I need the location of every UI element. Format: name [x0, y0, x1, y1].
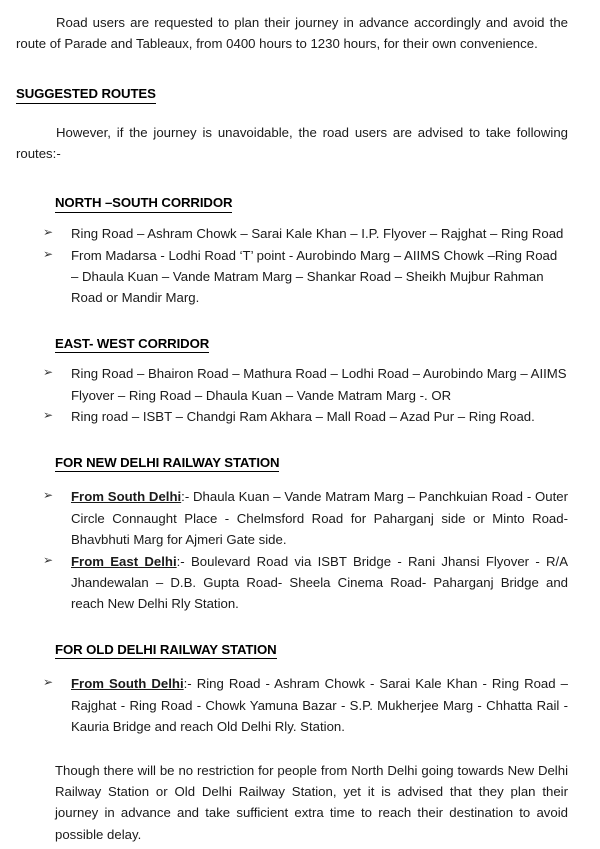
spacer — [16, 615, 568, 641]
route-text: Ring Road – Ashram Chowk – Sarai Kale Khan – I.P. Flyover – Rajghat – Ring Road — [71, 226, 564, 242]
suggested-routes-intro: However, if the journey is unavoidable, the road users are advised to take following routes:- — [16, 124, 568, 161]
closing-paragraph: Though there will be no restriction for people from North Delhi going towards New Delhi Railway Station or Old Delhi Railway Station, yet it is advised that they plan their journey in advance and take sufficient extra time to reach their destination to avoid possible delay. — [55, 762, 568, 842]
list-item — [32, 486, 568, 550]
spacer — [16, 164, 568, 194]
list-item — [32, 551, 568, 615]
spacer — [16, 659, 568, 673]
spacer — [16, 353, 568, 363]
route-origin-label: From East Delhi — [71, 553, 177, 569]
route-list-east-west — [16, 363, 568, 427]
list-item — [32, 223, 568, 244]
arrowhead-bullet-icon: ➢ — [43, 246, 54, 261]
section-heading-row-north-south — [55, 194, 568, 213]
section-heading-row-east-west — [55, 335, 568, 354]
route-text: Ring road – ISBT – Chandgi Ram Akhara – Mall Road – Azad Pur – Ring Road. — [71, 409, 535, 425]
spacer — [16, 213, 568, 223]
section-heading-row-old-delhi-station — [55, 641, 568, 660]
route-text: :- Boulevard Road via ISBT Bridge - Rani Jhansi Flyover - R/A Jhandewalan – D.B. Gupta Road- Sheela Cinema Road- Paharganj Bridge and reach New Delhi Rly Station. — [71, 553, 568, 612]
list-item — [32, 406, 568, 427]
route-text: From Madarsa - Lodhi Road ‘T’ point - Aurobindo Marg – AIIMS Chowk –Ring Road – Dhaula Kuan – Vande Matram Marg – Shankar Road – Sheikh Mujbur Rahman Road or Mandir Marg. — [71, 247, 558, 306]
arrowhead-bullet-icon: ➢ — [43, 552, 54, 567]
list-item — [32, 363, 568, 406]
route-text: Ring Road – Bhairon Road – Mathura Road – Lodhi Road – Aurobindo Marg – AIIMS Flyover – Ring Road – Dhaula Kuan – Vande Matram Marg -. OR — [71, 366, 567, 403]
intro-paragraph: Road users are requested to plan their journey in advance accordingly and avoid the route of Parade and Tableaux, from 0400 hours to 1230 hours, for their own convenience. — [16, 15, 568, 52]
list-item — [32, 245, 568, 309]
spacer — [16, 428, 568, 454]
route-list-old-delhi-station — [16, 673, 568, 737]
spacer — [16, 309, 568, 335]
route-text: :- Dhaula Kuan – Vande Matram Marg – Panchkuian Road - Outer Circle Connaught Place - Chelmsford Road for Paharganj side or Minto Road-Bhavbhuti Marg for Ajmeri Gate side. — [71, 489, 568, 548]
suggested-routes-heading: SUGGESTED ROUTES — [16, 85, 156, 104]
section-heading-old-delhi-station: FOR OLD DELHI RAILWAY STATION — [55, 641, 277, 660]
section-heading-east-west: EAST- WEST CORRIDOR — [55, 335, 209, 354]
route-origin-label: From South Delhi — [71, 489, 182, 505]
arrowhead-bullet-icon: ➢ — [43, 225, 54, 240]
route-origin-label: From South Delhi — [71, 676, 184, 692]
spacer — [16, 472, 568, 486]
arrowhead-bullet-icon: ➢ — [43, 408, 54, 423]
route-text: :- Ring Road - Ashram Chowk - Sarai Kale Khan - Ring Road – Rajghat - Ring Road - Chowk Yamuna Bazar - S.P. Mukherjee Marg - Chhatta Rail - Kauria Bridge and reach Old Delhi Rly. Station. — [71, 676, 568, 735]
arrowhead-bullet-icon: ➢ — [43, 488, 54, 503]
list-item — [32, 673, 568, 737]
route-list-new-delhi-station — [16, 486, 568, 614]
spacer — [16, 738, 568, 760]
arrowhead-bullet-icon: ➢ — [43, 365, 54, 380]
spacer — [16, 55, 568, 85]
arrowhead-bullet-icon: ➢ — [43, 675, 54, 690]
route-list-north-south — [16, 223, 568, 309]
section-heading-new-delhi-station: FOR NEW DELHI RAILWAY STATION — [55, 454, 279, 473]
suggested-routes-heading-row — [16, 85, 568, 104]
spacer — [16, 104, 568, 122]
section-heading-north-south: NORTH –SOUTH CORRIDOR — [55, 194, 232, 213]
section-heading-row-new-delhi-station — [55, 454, 568, 473]
